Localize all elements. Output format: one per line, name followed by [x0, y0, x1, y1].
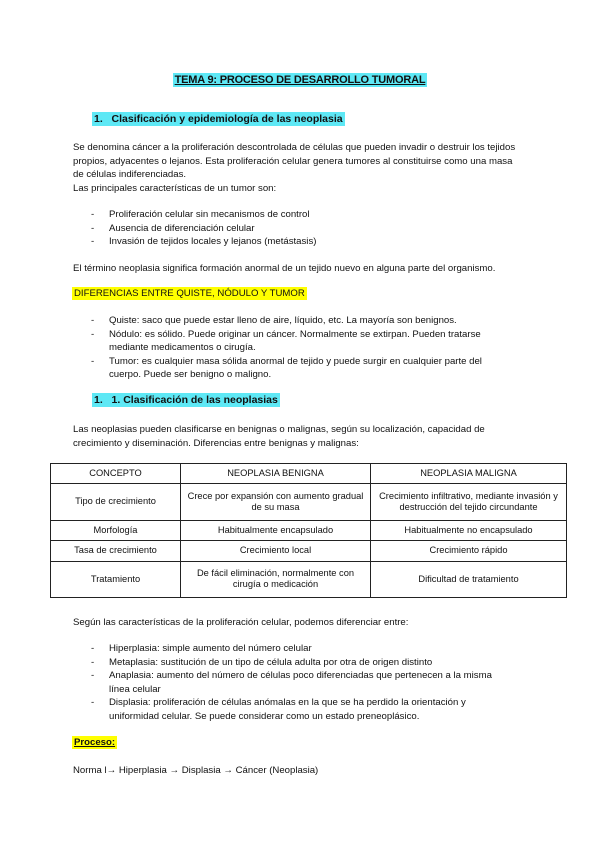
list-item: - Displasia: proliferación de células anómalas en la que se ha perdido la orientación y uniformidad celular. Se puede considerar como un estado preneoplásico.	[73, 696, 513, 723]
list-item: - Ausencia de diferenciación celular	[73, 222, 533, 236]
table-row	[51, 520, 567, 540]
table-cell: Habitualmente encapsulado	[181, 520, 371, 540]
table-cell: Tipo de crecimiento	[51, 484, 181, 520]
table-cell: Crecimiento infiltrativo, mediante invasión y destrucción del tejido circundante	[371, 484, 567, 520]
table-header-cell: NEOPLASIA BENIGNA	[181, 464, 371, 484]
table-cell: Tratamiento	[51, 561, 181, 598]
section-1-title: Clasificación y epidemiología de las neoplasia	[111, 113, 343, 125]
list-item: - Proliferación celular sin mecanismos de control	[73, 208, 533, 222]
list-item: - Tumor: es cualquier masa sólida anormal de tejido y puede surgir en cualquier parte del cuerpo. Puede ser benigno o maligno.	[73, 355, 513, 382]
table-header-row	[51, 464, 567, 484]
section-2-number: 1.	[94, 394, 103, 406]
list-item: - Nódulo: es sólido. Puede originar un cáncer. Normalmente se extirpan. Pueden tratarse mediante medicamentos o cirugía.	[73, 328, 513, 355]
list-item: - Quiste: saco que puede estar lleno de aire, líquido, etc. La mayoría son benignos.	[73, 314, 513, 328]
table-header-cell: NEOPLASIA MALIGNA	[371, 464, 567, 484]
table-cell: Morfología	[51, 520, 181, 540]
table-cell: Crecimiento local	[181, 541, 371, 561]
tumor-characteristics-intro: Las principales características de un tumor son:	[73, 183, 277, 194]
comparison-table	[50, 463, 567, 598]
differences-list	[73, 314, 513, 382]
neoplasia-definition: El término neoplasia significa formación anormal de un tejido nuevo en alguna parte del organismo.	[73, 263, 496, 274]
document-title-wrap	[0, 74, 600, 86]
process-heading: Proceso:	[74, 737, 116, 748]
table-row	[51, 541, 567, 561]
table-row	[51, 561, 567, 598]
proliferation-list	[73, 642, 513, 723]
table-cell: Dificultad de tratamiento	[371, 561, 567, 598]
table-cell: Habitualmente no encapsulado	[371, 520, 567, 540]
list-item: - Metaplasia: sustitución de un tipo de célula adulta por otra de origen distinto	[73, 656, 513, 670]
table-cell: De fácil eliminación, normalmente con cirugía o medicación	[181, 561, 371, 598]
differences-heading-wrap	[72, 288, 307, 299]
section-2-title: 1. Clasificación de las neoplasias	[111, 394, 278, 406]
cancer-definition-paragraph: Se denomina cáncer a la proliferación descontrolada de células que pueden invadir o destruir los tejidos propios, adyacentes o lejanos. Esta proliferación celular genera tumores al constituirse como una masa de células indiferenciadas.	[73, 142, 516, 180]
table-cell: Crece por expansión con aumento gradual de su masa	[181, 484, 371, 520]
section-2-heading	[92, 394, 280, 406]
process-heading-wrap	[72, 737, 117, 748]
list-item: - Invasión de tejidos locales y lejanos (metástasis)	[73, 235, 533, 249]
document-title: TEMA 9: PROCESO DE DESARROLLO TUMORAL	[174, 74, 426, 86]
classification-paragraph: Las neoplasias pueden clasificarse en benignas o malignas, según su localización, capacidad de crecimiento y diseminación. Diferencias entre benignas y malignas:	[73, 424, 485, 449]
list-item: - Anaplasia: aumento del número de células poco diferenciadas que pertenecen a la misma línea celular	[73, 669, 513, 696]
proliferation-intro: Según las características de la proliferación celular, podemos diferenciar entre:	[73, 617, 409, 628]
process-sequence: Norma l→ Hiperplasia → Displasia → Cáncer (Neoplasia)	[73, 765, 319, 776]
table-cell: Tasa de crecimiento	[51, 541, 181, 561]
section-1-number: 1.	[94, 113, 103, 125]
table-cell: Crecimiento rápido	[371, 541, 567, 561]
differences-heading: DIFERENCIAS ENTRE QUISTE, NÓDULO Y TUMOR	[74, 288, 305, 299]
table-row	[51, 484, 567, 520]
tumor-characteristics-list	[73, 208, 533, 249]
list-item: - Hiperplasia: simple aumento del número celular	[73, 642, 513, 656]
section-1-heading	[92, 113, 345, 125]
table-header-cell: CONCEPTO	[51, 464, 181, 484]
